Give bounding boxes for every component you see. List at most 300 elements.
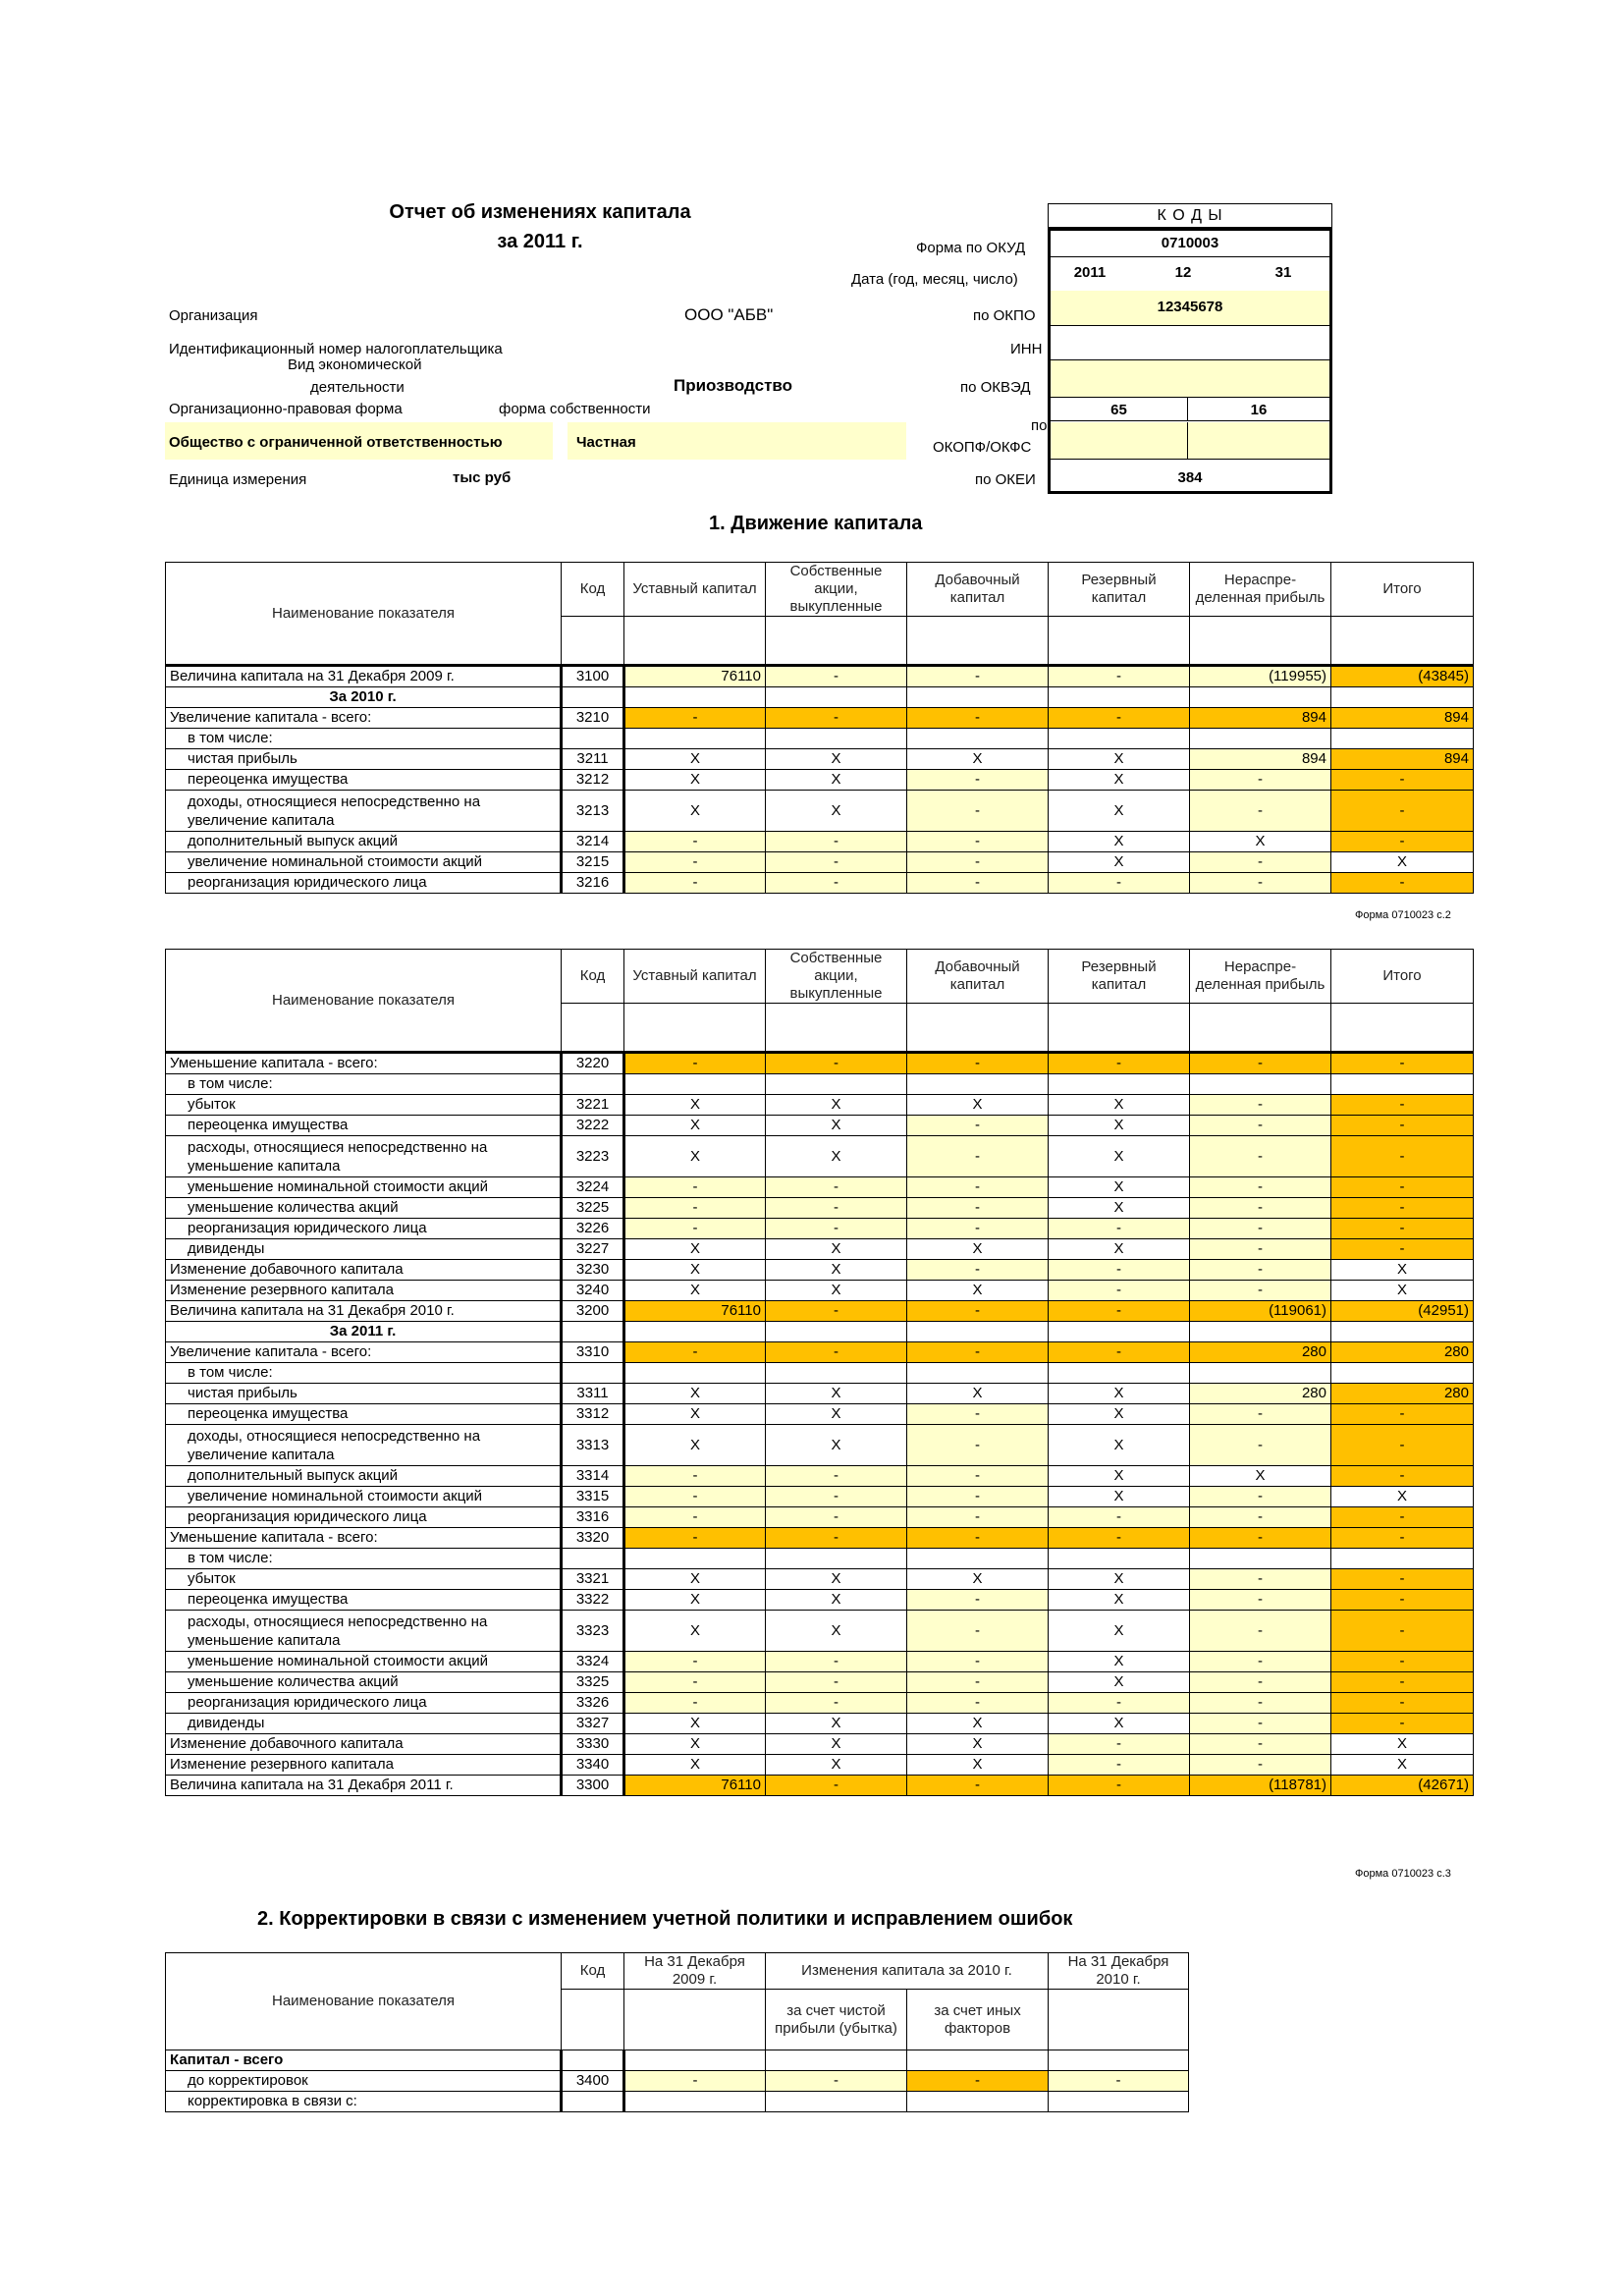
org-value: ООО "АБВ" bbox=[684, 305, 774, 324]
table2-row bbox=[166, 1507, 1474, 1528]
header-blank bbox=[766, 617, 907, 666]
value-cell: - bbox=[907, 1198, 1049, 1219]
value-cell bbox=[907, 2092, 1049, 2112]
header-blank bbox=[1331, 1004, 1474, 1053]
value-cell: X bbox=[907, 1569, 1049, 1590]
row-code bbox=[562, 1363, 624, 1384]
value-cell bbox=[624, 1074, 766, 1095]
row-code: 3223 bbox=[562, 1136, 624, 1177]
value-cell: (42671) bbox=[1331, 1776, 1474, 1796]
okopf-label-2: ОКОПФ/ОКФС bbox=[933, 439, 1032, 456]
header-blank bbox=[1049, 617, 1190, 666]
value-cell: (42951) bbox=[1331, 1301, 1474, 1322]
table1-row bbox=[166, 749, 1474, 770]
value-cell: X bbox=[624, 749, 766, 770]
table2-row bbox=[166, 1281, 1474, 1301]
value-cell: - bbox=[766, 2071, 907, 2092]
value-cell: - bbox=[766, 1177, 907, 1198]
row-code: 3320 bbox=[562, 1528, 624, 1549]
value-cell: - bbox=[1331, 1425, 1474, 1466]
report-title: Отчет об изменениях капитала bbox=[389, 201, 691, 223]
col-header-2010: На 31 Декабря 2010 г. bbox=[1049, 1953, 1189, 1990]
value-cell bbox=[624, 2050, 766, 2071]
value-cell: - bbox=[907, 666, 1049, 687]
okopf-label-1: по bbox=[1031, 417, 1048, 434]
table2-row bbox=[166, 1322, 1474, 1342]
value-cell: - bbox=[907, 1611, 1049, 1652]
table2-row bbox=[166, 1177, 1474, 1198]
value-cell: X bbox=[1331, 1487, 1474, 1507]
value-cell bbox=[1190, 1363, 1331, 1384]
value-cell: X bbox=[766, 1425, 907, 1466]
row-code: 3400 bbox=[562, 2071, 624, 2092]
table2-row bbox=[166, 1239, 1474, 1260]
inn-label-left: Идентификационный номер налогоплательщика bbox=[169, 341, 503, 357]
row-label: расходы, относящиеся непосредственно на уменьшение капитала bbox=[166, 1611, 562, 1652]
value-cell bbox=[1331, 687, 1474, 708]
row-label: Изменение резервного капитала bbox=[166, 1755, 562, 1776]
value-cell: - bbox=[624, 1053, 766, 1074]
value-cell: X bbox=[1331, 852, 1474, 873]
date-label: Дата (год, месяц, число) bbox=[851, 271, 1018, 288]
value-cell: - bbox=[766, 1693, 907, 1714]
activity-label-2: деятельности bbox=[310, 379, 405, 396]
row-code bbox=[562, 2050, 624, 2071]
table2-row bbox=[166, 1074, 1474, 1095]
col-header-charter: Уставный капитал bbox=[624, 563, 766, 617]
value-cell: X bbox=[1049, 1487, 1190, 1507]
header-blank bbox=[562, 1004, 624, 1053]
row-code: 3321 bbox=[562, 1569, 624, 1590]
value-cell bbox=[907, 1074, 1049, 1095]
value-cell: X bbox=[1049, 1425, 1190, 1466]
row-label: чистая прибыль bbox=[166, 1384, 562, 1404]
table1-row bbox=[166, 770, 1474, 791]
table3-row bbox=[166, 2071, 1189, 2092]
corrections-table bbox=[165, 1952, 1189, 2112]
value-cell: - bbox=[1190, 1239, 1331, 1260]
table2-row bbox=[166, 1466, 1474, 1487]
value-cell bbox=[766, 2050, 907, 2071]
value-cell: X bbox=[624, 791, 766, 832]
row-label: в том числе: bbox=[166, 729, 562, 749]
value-cell: X bbox=[1049, 770, 1190, 791]
col-header-code: Код bbox=[562, 1953, 624, 1990]
legal-form-value: Общество с ограниченной ответственностью bbox=[169, 434, 503, 451]
value-cell: - bbox=[624, 1487, 766, 1507]
table2-row bbox=[166, 1095, 1474, 1116]
header-blank bbox=[766, 1004, 907, 1053]
table2-row bbox=[166, 1363, 1474, 1384]
col-header-retained: Нераспре-деленная прибыль bbox=[1190, 950, 1331, 1004]
legal-form-label: Организационно-правовая форма bbox=[169, 401, 403, 417]
value-cell: (119955) bbox=[1190, 666, 1331, 687]
row-label: уменьшение количества акций bbox=[166, 1198, 562, 1219]
value-cell bbox=[624, 1322, 766, 1342]
value-cell bbox=[766, 1074, 907, 1095]
value-cell: - bbox=[766, 1219, 907, 1239]
value-cell: X bbox=[1049, 1569, 1190, 1590]
section-1-title: 1. Движение капитала bbox=[709, 513, 923, 534]
value-cell bbox=[1331, 1322, 1474, 1342]
table2-row bbox=[166, 1053, 1474, 1074]
value-cell: X bbox=[1049, 1384, 1190, 1404]
row-label: Величина капитала на 31 Декабря 2011 г. bbox=[166, 1776, 562, 1796]
table1-row bbox=[166, 666, 1474, 687]
header-blank bbox=[1190, 1004, 1331, 1053]
value-cell: - bbox=[766, 1507, 907, 1528]
col-header-name: Наименование показателя bbox=[166, 563, 562, 666]
value-cell bbox=[766, 1322, 907, 1342]
value-cell: - bbox=[1331, 1239, 1474, 1260]
value-cell: - bbox=[1331, 1714, 1474, 1734]
table2-row bbox=[166, 1342, 1474, 1363]
value-cell: X bbox=[766, 1239, 907, 1260]
col-header-retained: Нераспре-деленная прибыль bbox=[1190, 563, 1331, 617]
value-cell: X bbox=[1049, 1590, 1190, 1611]
table1-row bbox=[166, 832, 1474, 852]
header-blank bbox=[1190, 617, 1331, 666]
row-label: Величина капитала на 31 Декабря 2009 г. bbox=[166, 666, 562, 687]
row-code: 3322 bbox=[562, 1590, 624, 1611]
value-cell: - bbox=[907, 1652, 1049, 1672]
table3-row bbox=[166, 2092, 1189, 2112]
date-year: 2011 bbox=[1073, 264, 1107, 281]
unit-value: тыс руб bbox=[453, 469, 512, 486]
value-cell: X bbox=[1049, 1198, 1190, 1219]
value-cell: - bbox=[1331, 1507, 1474, 1528]
value-cell bbox=[624, 687, 766, 708]
value-cell bbox=[766, 1363, 907, 1384]
okei-label: по ОКЕИ bbox=[975, 471, 1036, 488]
table2-row bbox=[166, 1260, 1474, 1281]
value-cell: X bbox=[766, 749, 907, 770]
value-cell: - bbox=[1190, 1611, 1331, 1652]
row-label: увеличение номинальной стоимости акций bbox=[166, 852, 562, 873]
value-cell: X bbox=[766, 1281, 907, 1301]
col-header-2009: На 31 Декабря 2009 г. bbox=[624, 1953, 766, 1990]
value-cell: - bbox=[1190, 1219, 1331, 1239]
value-cell: 76110 bbox=[624, 666, 766, 687]
value-cell: - bbox=[624, 1652, 766, 1672]
value-cell: - bbox=[1331, 1611, 1474, 1652]
value-cell: - bbox=[907, 1260, 1049, 1281]
activity-label-1: Вид экономической bbox=[288, 356, 422, 373]
table2-row bbox=[166, 1569, 1474, 1590]
value-cell: - bbox=[1190, 1652, 1331, 1672]
section-2-title: 2. Корректировки в связи с изменением учетной политики и исправлением ошибок bbox=[257, 1908, 1073, 1930]
value-cell bbox=[1190, 1549, 1331, 1569]
value-cell: - bbox=[1190, 1693, 1331, 1714]
codes-title: К О Д Ы bbox=[1048, 203, 1332, 228]
row-label: Изменение добавочного капитала bbox=[166, 1734, 562, 1755]
table2-row bbox=[166, 1590, 1474, 1611]
value-cell: - bbox=[1331, 1569, 1474, 1590]
value-cell: X bbox=[907, 1095, 1049, 1116]
value-cell: - bbox=[1049, 1734, 1190, 1755]
row-code: 3230 bbox=[562, 1260, 624, 1281]
row-label: уменьшение номинальной стоимости акций bbox=[166, 1652, 562, 1672]
row-label: переоценка имущества bbox=[166, 1404, 562, 1425]
value-cell: - bbox=[766, 1776, 907, 1796]
table2-row bbox=[166, 1384, 1474, 1404]
ownership-label: форма собственности bbox=[499, 401, 651, 417]
value-cell: - bbox=[1190, 1260, 1331, 1281]
col-header-code: Код bbox=[562, 563, 624, 617]
value-cell: 280 bbox=[1190, 1384, 1331, 1404]
row-code: 3326 bbox=[562, 1693, 624, 1714]
value-cell bbox=[1190, 1074, 1331, 1095]
value-cell: - bbox=[907, 770, 1049, 791]
row-label: Увеличение капитала - всего: bbox=[166, 1342, 562, 1363]
value-cell: - bbox=[624, 873, 766, 894]
value-cell: - bbox=[1331, 1528, 1474, 1549]
value-cell: - bbox=[907, 1301, 1049, 1322]
col-header-net-profit: за счет чистой прибыли (убытка) bbox=[766, 1990, 907, 2050]
col-header-code: Код bbox=[562, 950, 624, 1004]
row-code: 3216 bbox=[562, 873, 624, 894]
row-code bbox=[562, 1074, 624, 1095]
table2-row bbox=[166, 1693, 1474, 1714]
value-cell: X bbox=[1049, 1136, 1190, 1177]
value-cell: 280 bbox=[1331, 1384, 1474, 1404]
row-code: 3210 bbox=[562, 708, 624, 729]
value-cell: X bbox=[1049, 832, 1190, 852]
row-label: доходы, относящиеся непосредственно на увеличение капитала bbox=[166, 1425, 562, 1466]
value-cell: X bbox=[766, 1095, 907, 1116]
value-cell bbox=[624, 1549, 766, 1569]
value-cell: X bbox=[1331, 1281, 1474, 1301]
value-cell: - bbox=[1049, 666, 1190, 687]
value-cell: 280 bbox=[1331, 1342, 1474, 1363]
row-label: Величина капитала на 31 Декабря 2010 г. bbox=[166, 1301, 562, 1322]
table2-row bbox=[166, 1198, 1474, 1219]
col-header-changes-2010: Изменения капитала за 2010 г. bbox=[766, 1953, 1049, 1990]
value-cell: X bbox=[766, 1116, 907, 1136]
row-code: 3316 bbox=[562, 1507, 624, 1528]
ownership-value: Частная bbox=[576, 434, 636, 451]
value-cell: X bbox=[624, 1260, 766, 1281]
value-cell: X bbox=[1049, 1611, 1190, 1652]
report-period: за 2011 г. bbox=[497, 231, 583, 252]
okei-value: 384 bbox=[1177, 469, 1203, 486]
row-label: Капитал - всего bbox=[166, 2050, 562, 2071]
row-code bbox=[562, 1549, 624, 1569]
value-cell: - bbox=[1331, 832, 1474, 852]
row-code: 3324 bbox=[562, 1652, 624, 1672]
row-label: переоценка имущества bbox=[166, 1590, 562, 1611]
value-cell: - bbox=[1190, 1404, 1331, 1425]
value-cell: - bbox=[907, 873, 1049, 894]
value-cell: X bbox=[1190, 832, 1331, 852]
value-cell: (43845) bbox=[1331, 666, 1474, 687]
value-cell: - bbox=[624, 1219, 766, 1239]
value-cell: X bbox=[907, 1281, 1049, 1301]
value-cell: - bbox=[1190, 1755, 1331, 1776]
value-cell: - bbox=[1049, 1053, 1190, 1074]
value-cell: - bbox=[1049, 1219, 1190, 1239]
value-cell: X bbox=[624, 1714, 766, 1734]
col-header-own-shares: Собственные акции, выкупленные bbox=[766, 950, 907, 1004]
header-blank bbox=[624, 1990, 766, 2050]
table1-row bbox=[166, 687, 1474, 708]
value-cell: - bbox=[907, 1404, 1049, 1425]
value-cell: - bbox=[1049, 1528, 1190, 1549]
table1-row bbox=[166, 708, 1474, 729]
header-blank bbox=[1049, 1990, 1189, 2050]
table2-row bbox=[166, 1734, 1474, 1755]
value-cell: - bbox=[1049, 1281, 1190, 1301]
col-header-name: Наименование показателя bbox=[166, 950, 562, 1053]
value-cell: X bbox=[1049, 749, 1190, 770]
row-label: уменьшение количества акций bbox=[166, 1672, 562, 1693]
value-cell: - bbox=[1049, 1755, 1190, 1776]
value-cell bbox=[624, 2092, 766, 2112]
value-cell: - bbox=[907, 1672, 1049, 1693]
value-cell: - bbox=[907, 1466, 1049, 1487]
value-cell: - bbox=[1190, 1281, 1331, 1301]
row-code: 3312 bbox=[562, 1404, 624, 1425]
row-code: 3226 bbox=[562, 1219, 624, 1239]
value-cell: - bbox=[907, 1342, 1049, 1363]
value-cell: - bbox=[1049, 1260, 1190, 1281]
okpo-value: 12345678 bbox=[1157, 299, 1223, 315]
header-blank bbox=[907, 617, 1049, 666]
value-cell bbox=[1049, 729, 1190, 749]
value-cell: 894 bbox=[1331, 749, 1474, 770]
value-cell: X bbox=[1049, 1177, 1190, 1198]
inn-label: ИНН bbox=[1010, 341, 1043, 357]
value-cell bbox=[1331, 729, 1474, 749]
table2-row bbox=[166, 1425, 1474, 1466]
value-cell bbox=[766, 2092, 907, 2112]
value-cell: X bbox=[766, 1714, 907, 1734]
value-cell: X bbox=[766, 1734, 907, 1755]
value-cell: - bbox=[624, 1693, 766, 1714]
row-label: до корректировок bbox=[166, 2071, 562, 2092]
okfs-cell bbox=[1188, 422, 1329, 460]
value-cell: - bbox=[907, 2071, 1049, 2092]
value-cell: (119061) bbox=[1190, 1301, 1331, 1322]
value-cell: - bbox=[1190, 1672, 1331, 1693]
table1-row bbox=[166, 852, 1474, 873]
value-cell: - bbox=[766, 1466, 907, 1487]
row-code: 3340 bbox=[562, 1755, 624, 1776]
value-cell: X bbox=[1049, 1652, 1190, 1672]
table2-row bbox=[166, 1219, 1474, 1239]
okopf-value: 65 bbox=[1051, 398, 1188, 421]
value-cell: - bbox=[907, 1528, 1049, 1549]
value-cell bbox=[624, 729, 766, 749]
table2-row bbox=[166, 1487, 1474, 1507]
row-label: За 2011 г. bbox=[166, 1322, 562, 1342]
value-cell: X bbox=[1049, 1095, 1190, 1116]
row-code: 3221 bbox=[562, 1095, 624, 1116]
row-code: 3222 bbox=[562, 1116, 624, 1136]
value-cell bbox=[1049, 1074, 1190, 1095]
row-code: 3311 bbox=[562, 1384, 624, 1404]
okopf-cell bbox=[1051, 422, 1188, 460]
value-cell: - bbox=[1049, 1693, 1190, 1714]
value-cell bbox=[1049, 2092, 1189, 2112]
value-cell: X bbox=[1331, 1260, 1474, 1281]
value-cell: - bbox=[1331, 1466, 1474, 1487]
row-code: 3300 bbox=[562, 1776, 624, 1796]
value-cell: - bbox=[1331, 1095, 1474, 1116]
value-cell: X bbox=[766, 770, 907, 791]
row-label: доходы, относящиеся непосредственно на увеличение капитала bbox=[166, 791, 562, 832]
col-header-total: Итого bbox=[1331, 563, 1474, 617]
value-cell: X bbox=[624, 1590, 766, 1611]
value-cell: - bbox=[907, 1590, 1049, 1611]
value-cell bbox=[624, 1363, 766, 1384]
value-cell: - bbox=[1049, 1301, 1190, 1322]
okud-label: Форма по ОКУД bbox=[916, 240, 1026, 256]
col-header-name: Наименование показателя bbox=[166, 1953, 562, 2050]
value-cell: X bbox=[907, 1755, 1049, 1776]
value-cell: - bbox=[766, 1198, 907, 1219]
value-cell: 280 bbox=[1190, 1342, 1331, 1363]
col-header-additional: Добавочный капитал bbox=[907, 950, 1049, 1004]
date-month: 12 bbox=[1174, 264, 1192, 281]
table2-row bbox=[166, 1652, 1474, 1672]
value-cell: - bbox=[907, 1136, 1049, 1177]
value-cell: - bbox=[624, 1672, 766, 1693]
value-cell: X bbox=[907, 749, 1049, 770]
row-code: 3213 bbox=[562, 791, 624, 832]
row-code bbox=[562, 2092, 624, 2112]
value-cell: - bbox=[1190, 873, 1331, 894]
row-code bbox=[562, 687, 624, 708]
header-blank bbox=[907, 1004, 1049, 1053]
value-cell: X bbox=[1049, 852, 1190, 873]
value-cell: X bbox=[624, 1095, 766, 1116]
value-cell: X bbox=[624, 1239, 766, 1260]
okved-label: по ОКВЭД bbox=[960, 379, 1031, 396]
value-cell bbox=[907, 729, 1049, 749]
value-cell: - bbox=[766, 1301, 907, 1322]
value-cell: X bbox=[1049, 1466, 1190, 1487]
value-cell: 894 bbox=[1190, 708, 1331, 729]
value-cell: X bbox=[624, 1755, 766, 1776]
value-cell: X bbox=[1331, 1734, 1474, 1755]
value-cell: - bbox=[624, 1198, 766, 1219]
value-cell: - bbox=[1190, 1714, 1331, 1734]
value-cell: - bbox=[907, 832, 1049, 852]
row-code: 3225 bbox=[562, 1198, 624, 1219]
value-cell: X bbox=[624, 770, 766, 791]
row-code: 3215 bbox=[562, 852, 624, 873]
row-label: в том числе: bbox=[166, 1074, 562, 1095]
value-cell: - bbox=[1190, 770, 1331, 791]
header-blank bbox=[624, 1004, 766, 1053]
value-cell: X bbox=[1331, 1755, 1474, 1776]
value-cell: - bbox=[766, 1672, 907, 1693]
value-cell: - bbox=[1331, 1053, 1474, 1074]
value-cell: X bbox=[907, 1734, 1049, 1755]
value-cell: X bbox=[1049, 1404, 1190, 1425]
row-code: 3200 bbox=[562, 1301, 624, 1322]
value-cell: - bbox=[907, 852, 1049, 873]
value-cell: - bbox=[624, 1342, 766, 1363]
row-label: Увеличение капитала - всего: bbox=[166, 708, 562, 729]
value-cell: - bbox=[624, 1466, 766, 1487]
value-cell: - bbox=[1190, 1590, 1331, 1611]
header-blank bbox=[1331, 617, 1474, 666]
value-cell: X bbox=[766, 1384, 907, 1404]
value-cell: - bbox=[1190, 1136, 1331, 1177]
value-cell: - bbox=[1049, 1776, 1190, 1796]
